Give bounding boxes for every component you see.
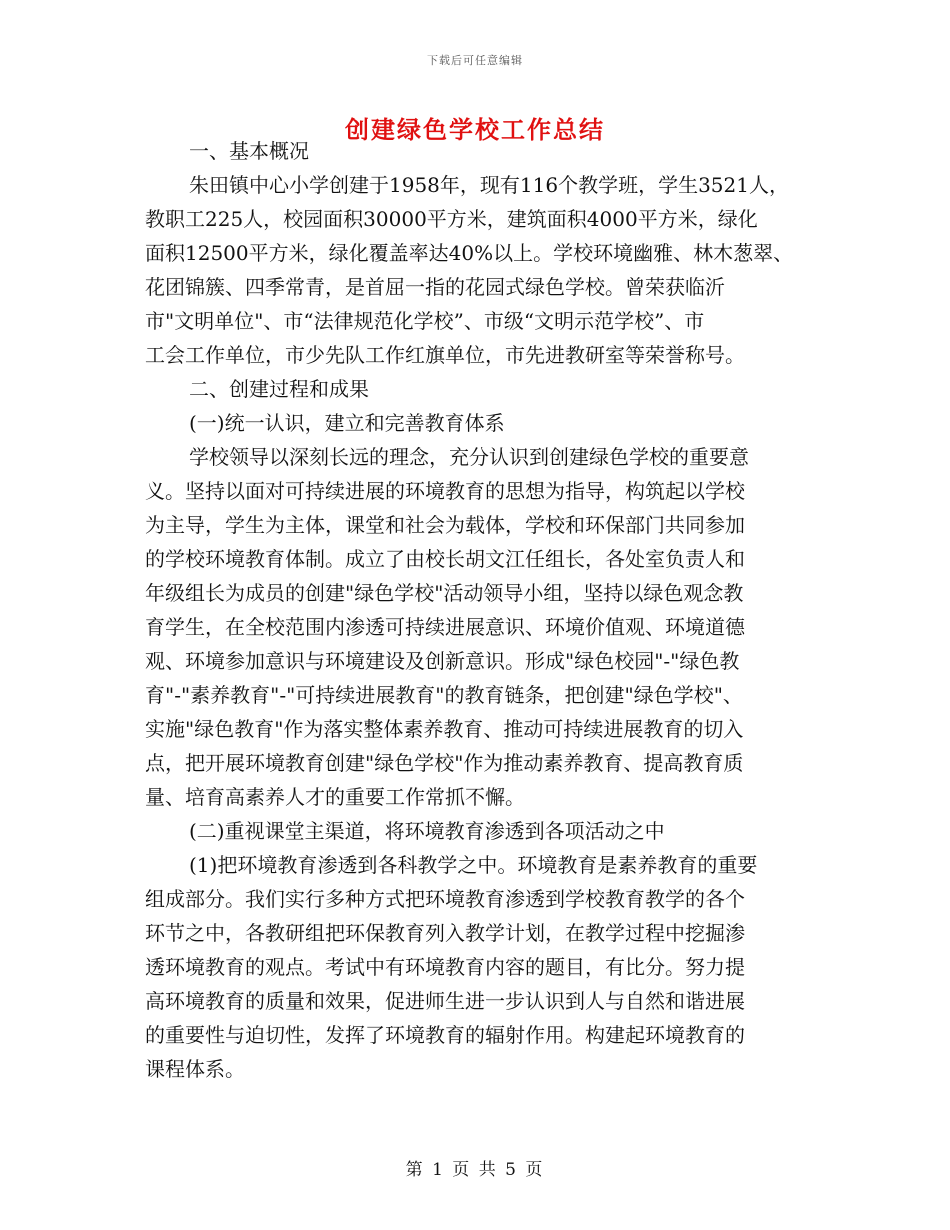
body-text-line: 的学校环境教育体制。成立了由校长胡文江任组长，各处室负责人和 xyxy=(145,547,745,571)
body-text-line: 一、基本概况 xyxy=(189,139,309,163)
page-label-prefix: 第 xyxy=(405,1160,425,1180)
page-total: 5 xyxy=(505,1160,518,1180)
body-text-line: 实施"绿色教育"作为落实整体素养教育、推动可持续进展教育的切入 xyxy=(145,717,744,741)
body-text-line: 透环境教育的观点。考试中有环境教育内容的题目，有比分。努力提 xyxy=(145,955,745,979)
body-text-line: 观、环境参加意识与环境建设及创新意识。形成"绿色校园"-"绿色教 xyxy=(145,649,740,673)
body-text-line: 高环境教育的质量和效果，促进师生进一步认识到人与自然和谐进展 xyxy=(145,989,745,1013)
body-text-line: 花团锦簇、四季常青，是首屈一指的花园式绿色学校。曾荣获临沂 xyxy=(145,275,725,299)
body-text-line: 育"-"素养教育"-"可持续进展教育"的教育链条，把创建"绿色学校"、 xyxy=(145,683,743,707)
page-label-mid: 页 共 xyxy=(452,1160,498,1180)
body-text-line: (1)把环境教育渗透到各科教学之中。环境教育是素养教育的重要 xyxy=(189,853,758,877)
body-text-line: 学校领导以深刻长远的理念，充分认识到创建绿色学校的重要意 xyxy=(189,445,749,469)
body-text-line: 组成部分。我们实行多种方式把环境教育渗透到学校教育教学的各个 xyxy=(145,887,745,911)
body-text-line: (一)统一认识，建立和完善教育体系 xyxy=(189,411,505,435)
body-text-line: 育学生，在全校范围内渗透可持续进展意识、环境价值观、环境道德 xyxy=(145,615,745,639)
header-note: 下载后可任意编辑 xyxy=(427,54,523,67)
document-body xyxy=(145,134,825,1086)
body-text-line: 教职工225人，校园面积30000平方米，建筑面积4000平方米，绿化 xyxy=(145,207,758,231)
body-text-line: 市"文明单位"、市“法律规范化学校”、市级“文明示范学校”、市 xyxy=(145,309,705,333)
document-title: 创建绿色学校工作总结 xyxy=(345,115,605,144)
body-text-line: 面积12500平方米，绿化覆盖率达40%以上。学校环境幽雅、林木葱翠、 xyxy=(145,241,794,265)
body-text-line: 点，把开展环境教育创建"绿色学校"作为推动素养教育、提高教育质 xyxy=(145,751,744,775)
body-text-line: 课程体系。 xyxy=(145,1057,245,1081)
body-text-line: 量、培育高素养人才的重要工作常抓不懈。 xyxy=(145,785,525,809)
body-text-line: 工会工作单位，市少先队工作红旗单位，市先进教研室等荣誉称号。 xyxy=(145,343,745,367)
body-text-line: 的重要性与迫切性，发挥了环境教育的辐射作用。构建起环境教育的 xyxy=(145,1023,745,1047)
page-current: 1 xyxy=(432,1160,445,1180)
page-label-suffix: 页 xyxy=(525,1160,545,1180)
body-text-line: 朱田镇中心小学创建于1958年，现有116个教学班，学生3521人， xyxy=(189,173,789,197)
body-text-line: 义。坚持以面对可持续进展的环境教育的思想为指导，构筑起以学校 xyxy=(145,479,745,503)
page-footer xyxy=(0,1155,950,1180)
body-text-line: 环节之中，各教研组把环保教育列入教学计划，在教学过程中挖掘渗 xyxy=(145,921,745,945)
body-text-line: 为主导，学生为主体，课堂和社会为载体，学校和环保部门共同参加 xyxy=(145,513,745,537)
body-text-line: 二、创建过程和成果 xyxy=(189,377,369,401)
body-text-line: (二)重视课堂主渠道，将环境教育渗透到各项活动之中 xyxy=(189,819,665,843)
body-text-line: 年级组长为成员的创建"绿色学校"活动领导小组，坚持以绿色观念教 xyxy=(145,581,744,605)
